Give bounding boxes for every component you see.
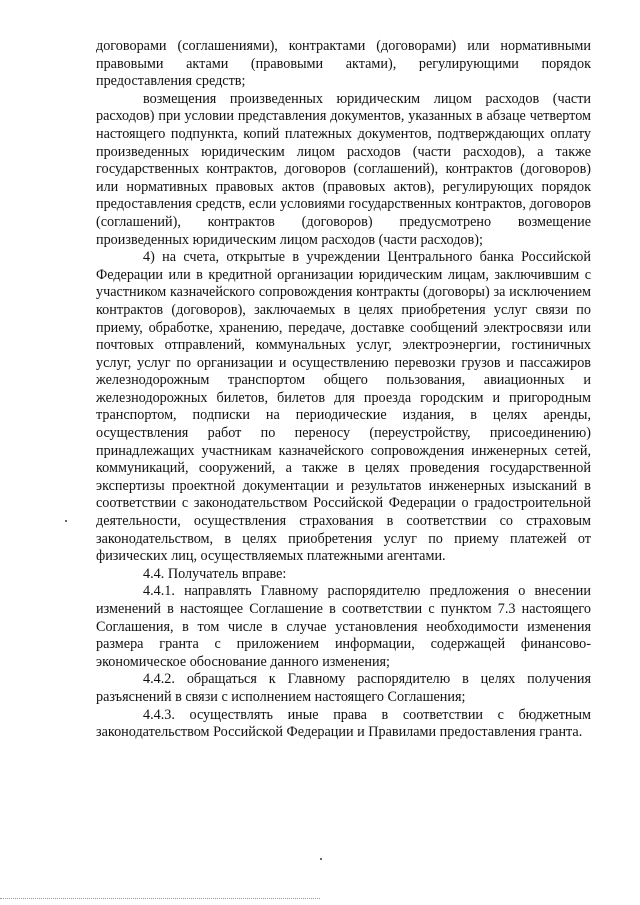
scan-edge-line xyxy=(0,898,320,899)
paragraph-item-4: 4) на счета, открытые в учреждении Центрального банка Российской Федерации или в кредитной организации юридическим лицам, заключившим с участником казначейского сопровождения контракты (договоры) за исключением контрактов (договоров), заключаемых в целях приобретения услуг связи по приему, обработке, хранению, передаче, доставке сообщений электросвязи или почтовых отправлений, коммунальных услуг, электроэнергии, гостиничных услуг, услуг по организации и осуществлению перевозки грузов и пассажиров железнодорожным транспортом общего пользования, авиационных и железнодорожных билетов, билетов для проезда городским и пригородным транспортом, подписки на периодические издания, в целях аренды, осуществления работ по переносу (переустройству, присоединению) принадлежащих участникам казначейского сопровождения инженерных сетей, коммуникаций, сооружений, а также в целях проведения государственной экспертизы проектной документации и результатов инженерных изысканий в соответствии с законодательством Российской Федерации о градостроительной деятельности, осуществления страхования в соответствии со страховым законодательством, в целях приобретения услуг по приему платежей от физических лиц, осуществляемых платежными агентами. xyxy=(96,249,591,565)
paragraph-4-4-heading: 4.4. Получатель вправе: xyxy=(143,565,287,582)
paragraph-4-4-3: 4.4.3. осуществлять иные права в соответствии с бюджетным законодательством Российской Федерации и Правилами предоставления гранта. xyxy=(96,706,591,741)
paragraph-4-4-1: 4.4.1. направлять Главному распорядителю предложения о внесении изменений в настоящее Соглашение в соответствии с пунктом 7.3 настоящего Соглашения, в том числе в случае установления необходимости изменения размера гранта с приложением информации, содержащей финансово-экономическое обоснование данного изменения; xyxy=(96,583,591,670)
scan-speck xyxy=(65,520,67,522)
paragraph-4-4-2: 4.4.2. обращаться к Главному распорядителю в целях получения разъяснений в связи с исполнением настоящего Соглашения; xyxy=(96,671,591,705)
paragraph-continuation: договорами (соглашениями), контрактами (договорами) или нормативными правовыми актами (правовыми актами), регулирующими порядок предоставления средств; xyxy=(96,38,591,90)
document-body xyxy=(96,38,591,742)
scan-speck xyxy=(320,858,322,860)
paragraph-reimbursement: возмещения произведенных юридическим лицом расходов (части расходов) при условии представления документов, указанных в абзаце четвертом настоящего подпункта, копий платежных документов, подтверждающих оплату произведенных юридическим лицом расходов (части расходов), а также государственных контрактов, договоров (соглашений), контрактов (договоров) или нормативных правовых актов (правовых актов), регулирующих порядок предоставления средств, если условиями государственных контрактов, договоров (соглашений), контрактов (договоров) предусмотрено возмещение произведенных юридическим лицом расходов (части расходов); xyxy=(96,90,591,248)
